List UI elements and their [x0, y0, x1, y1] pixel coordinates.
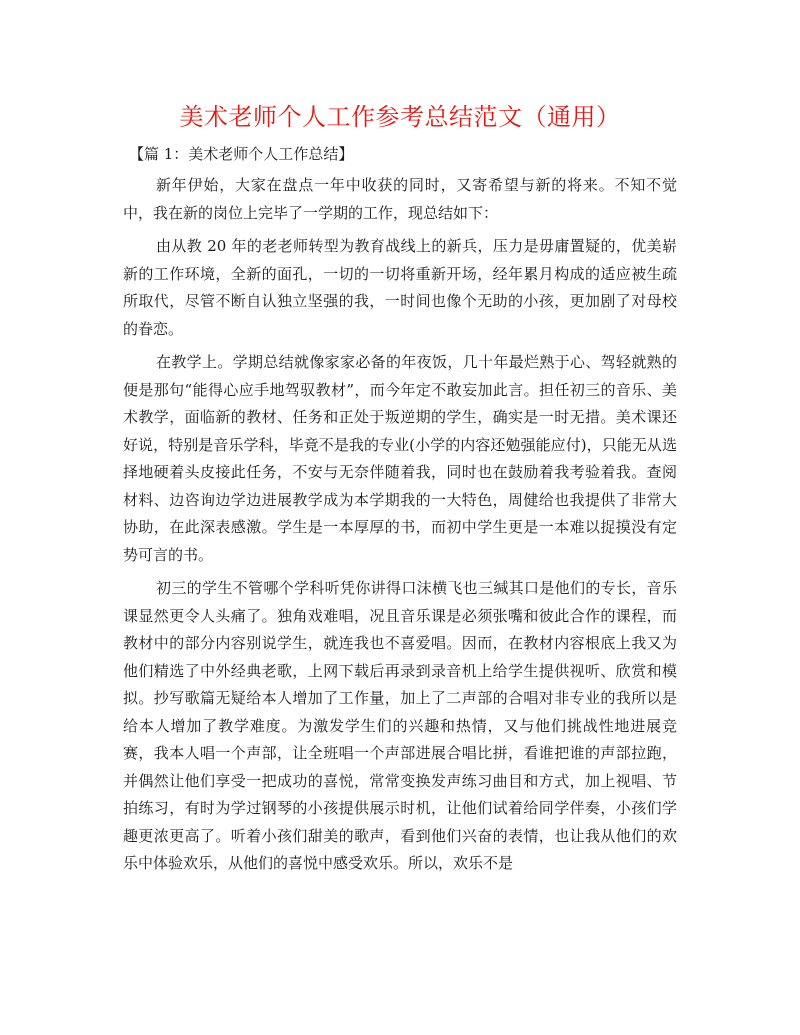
section-heading: 【篇 1：美术老师个人工作总结】: [129, 145, 354, 163]
body-paragraph: 由从教 20 年的老老师转型为教育战线上的新兵，压力是毋庸置疑的，优美崭新的工作环境，全新的面孔，一切的一切将重新开场，经年累月构成的适应被生疏所取代，尽管不断自认独立坚强的我，一时间也像个无助的小孩，更加剧了对母校的眷恋。: [123, 237, 677, 338]
document-title: 美术老师个人工作参考总结范文（通用）: [179, 103, 621, 131]
body-paragraph: 在教学上。学期总结就像家家必备的年夜饭，几十年最烂熟于心、驾轻就熟的便是那句“能得心应手地驾驭教材”，而今年定不敢妄加此言。担任初三的音乐、美术教学，面临新的教材、任务和正处于叛逆期的学生，确实是一时无措。美术课还好说，特别是音乐学科，毕竟不是我的专业(小学的内容还勉强能应付)，只能无从选择地硬着头皮接此任务，不安与无奈伴随着我，同时也在鼓励着我考验着我。查阅材料、边咨询边学边进展教学成为本学期我的一大特色，周健给也我提供了非常大协助，在此深表感激。学生是一本厚厚的书，而初中学生更是一本难以捉摸没有定势可言的书。: [123, 353, 677, 564]
body-paragraph: 新年伊始，大家在盘点一年中收获的同时，又寄希望与新的将来。不知不觉中，我在新的岗位上完毕了一学期的工作，现总结如下：: [123, 176, 677, 222]
document-body: [123, 172, 677, 884]
body-paragraph: 初三的学生不管哪个学科听凭你讲得口沫横飞也三缄其口是他们的专长，音乐课显然更令人头痛了。独角戏难唱，况且音乐课是必须张嘴和彼此合作的课程，而教材中的部分内容别说学生，就连我也不喜爱唱。因而，在教材内容根底上我又为他们精选了中外经典老歌，上网下载后再录到录音机上给学生提供视听、欣赏和模拟。抄写歌篇无疑给本人增加了工作量，加上了二声部的合唱对非专业的我所以是给本人增加了教学难度。为激发学生们的兴趣和热情，又与他们挑战性地进展竞赛，我本人唱一个声部，让全班唱一个声部进展合唱比拼，看谁把谁的声部拉跑，并偶然让他们享受一把成功的喜悦，常常变换发声练习曲目和方式，加上视唱、节拍练习，有时为学过钢琴的小孩提供展示时机，让他们试着给同学伴奏，小孩们学趣更浓更高了。听着小孩们甜美的歌声，看到他们兴奋的表情，也让我从他们的欢乐中体验欢乐，从他们的喜悦中感受欢乐。所以，欢乐不是: [123, 579, 677, 872]
